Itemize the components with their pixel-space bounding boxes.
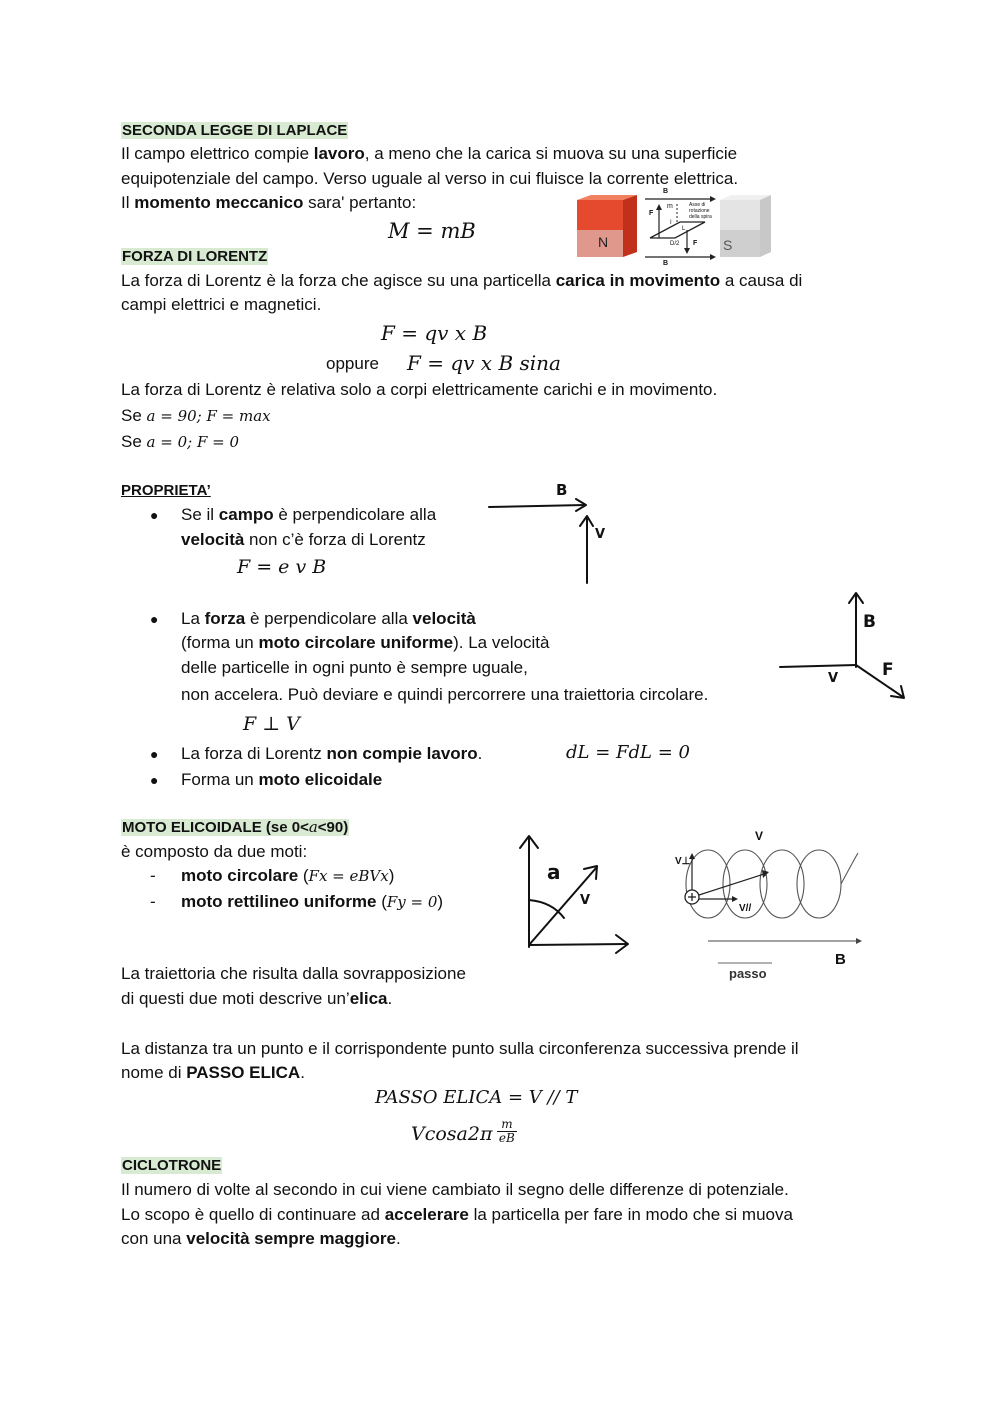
helix-passo-label: passo (729, 966, 767, 981)
laplace-line-2: equipotenziale del campo. Verso uguale al verso in cui fluisce la corrente elettrica. (121, 169, 739, 188)
heading-elicoidale: MOTO ELICOIDALE (se 0<a<90) (122, 818, 349, 836)
fig-f-right: F (693, 240, 698, 247)
helix-vperp-label: V⊥ (675, 856, 691, 867)
sketch1-v-label: V (595, 527, 606, 542)
prop-b2-line-4: non accelera. Può deviare e quindi percorrere una traiettoria circolare. (181, 685, 709, 704)
formula-lorentz-1: F = qv x B (381, 321, 488, 345)
formula-passo-expanded: Vcosa2π $\frac{m}{eB}$ (411, 1117, 515, 1145)
elicoidale-line-4: La distanza tra un punto e il corrispondente punto sulla circonferenza successiva prende il (121, 1039, 799, 1058)
bullet-3: ● (150, 746, 159, 762)
prop-b4-line: Forma un moto elicoidale (181, 770, 383, 789)
lorentz-line-2: campi elettrici e magnetici. (121, 295, 322, 314)
heading-ciclotrone: CICLOTRONE (122, 1157, 222, 1174)
bullet-1: ● (150, 507, 159, 523)
heading-lorentz: FORZA DI LORENTZ (122, 248, 268, 265)
fig-d2: D/2 (670, 241, 680, 247)
laplace-figure (575, 188, 775, 267)
formula-perp: F ⊥ V (243, 713, 300, 735)
sketch3-v-label: V (580, 893, 591, 908)
formula-evb: F = e v B (237, 556, 327, 578)
bullet-2: ● (150, 611, 159, 627)
helix-vpar-label: V// (739, 903, 752, 914)
elicoidale-line-2: La traiettoria che risulta dalla sovrapposizione (121, 964, 466, 983)
elicoidale-line-5: nome di PASSO ELICA. (121, 1063, 305, 1082)
fig-axis-label: Asse di rotazione della spira (689, 202, 712, 220)
lorentz-se-1: Se a = 90; F = max (121, 406, 271, 425)
fig-m: m (667, 203, 673, 210)
laplace-line-1: Il campo elettrico compie lavoro, a meno che la carica si muova su una superficie (121, 144, 738, 163)
moto-circolare: moto circolare (Fx = eBVx) (181, 866, 395, 885)
formula-momento: M = mB (388, 219, 476, 243)
fig-b-bottom: B (663, 260, 669, 267)
ciclotrone-line-1: Il numero di volte al secondo in cui viene cambiato il segno delle differenze di potenziale. (121, 1180, 789, 1199)
ciclotrone-line-3: con una velocità sempre maggiore. (121, 1229, 401, 1248)
fig-f-left: F (649, 210, 654, 217)
helix-v-label: V (755, 829, 764, 843)
heading-laplace: SECONDA LEGGE DI LAPLACE (122, 122, 348, 139)
sketch2-f-label: F (882, 660, 894, 680)
sketch-b-v (480, 480, 610, 590)
fig-b-top: B (663, 188, 669, 195)
bullet-4: ● (150, 772, 159, 788)
laplace-line-3: Il momento meccanico sara' pertanto: (121, 193, 417, 212)
sketch3-a-label: a (547, 860, 561, 884)
elicoidale-line-1: è composto da due moti: (121, 842, 308, 861)
dash-2: - (150, 892, 156, 911)
prop-b2-line-3: delle particelle in ogni punto è sempre uguale, (181, 658, 528, 677)
ciclotrone-line-2: Lo scopo è quello di continuare ad accelerare la particella per fare in modo che si muova (121, 1205, 793, 1224)
magnet-diagram (575, 190, 775, 262)
moto-rettilineo: moto rettilineo uniforme (Fy = 0) (181, 892, 444, 911)
helix-b-label: B (835, 951, 846, 968)
sketch2-b-label: B (863, 612, 876, 632)
lorentz-line-3: La forza di Lorentz è relativa solo a corpi elettricamente carichi e in movimento. (121, 380, 718, 399)
sketch2-v-label: V (828, 671, 839, 686)
sketch-angle (510, 830, 640, 955)
sketch-b-v-f (770, 585, 920, 710)
sketch1-b-label: B (556, 481, 568, 499)
oppure-label: oppure (326, 354, 379, 373)
formula-lavoro: dL = FdL = 0 (566, 742, 690, 763)
lorentz-se-2: Se a = 0; F = 0 (121, 432, 239, 451)
prop-b1-line-2: velocità non c’è forza di Lorentz (181, 530, 426, 549)
prop-b2-line-1: La forza è perpendicolare alla velocità (181, 609, 476, 628)
magnet-n-label: N (598, 234, 609, 250)
fig-l: L (682, 226, 686, 232)
lorentz-line-1: La forza di Lorentz è la forza che agisce su una particella carica in movimento a causa di (121, 271, 803, 290)
prop-b1-line-1: Se il campo è perpendicolare alla (181, 505, 437, 524)
dash-1: - (150, 866, 156, 885)
fig-i: I (670, 220, 672, 226)
prop-b2-line-2: (forma un moto circolare uniforme). La velocità (181, 633, 550, 652)
prop-b3-line: La forza di Lorentz non compie lavoro. (181, 744, 483, 763)
elicoidale-line-3: di questi due moti descrive un’elica. (121, 989, 393, 1008)
heading-proprieta: PROPRIETA’ (121, 482, 211, 499)
formula-passo: PASSO ELICA = V // T (375, 1087, 578, 1108)
magnet-s-label: S (723, 237, 733, 253)
formula-lorentz-2: F = qv x B sina (407, 351, 561, 375)
